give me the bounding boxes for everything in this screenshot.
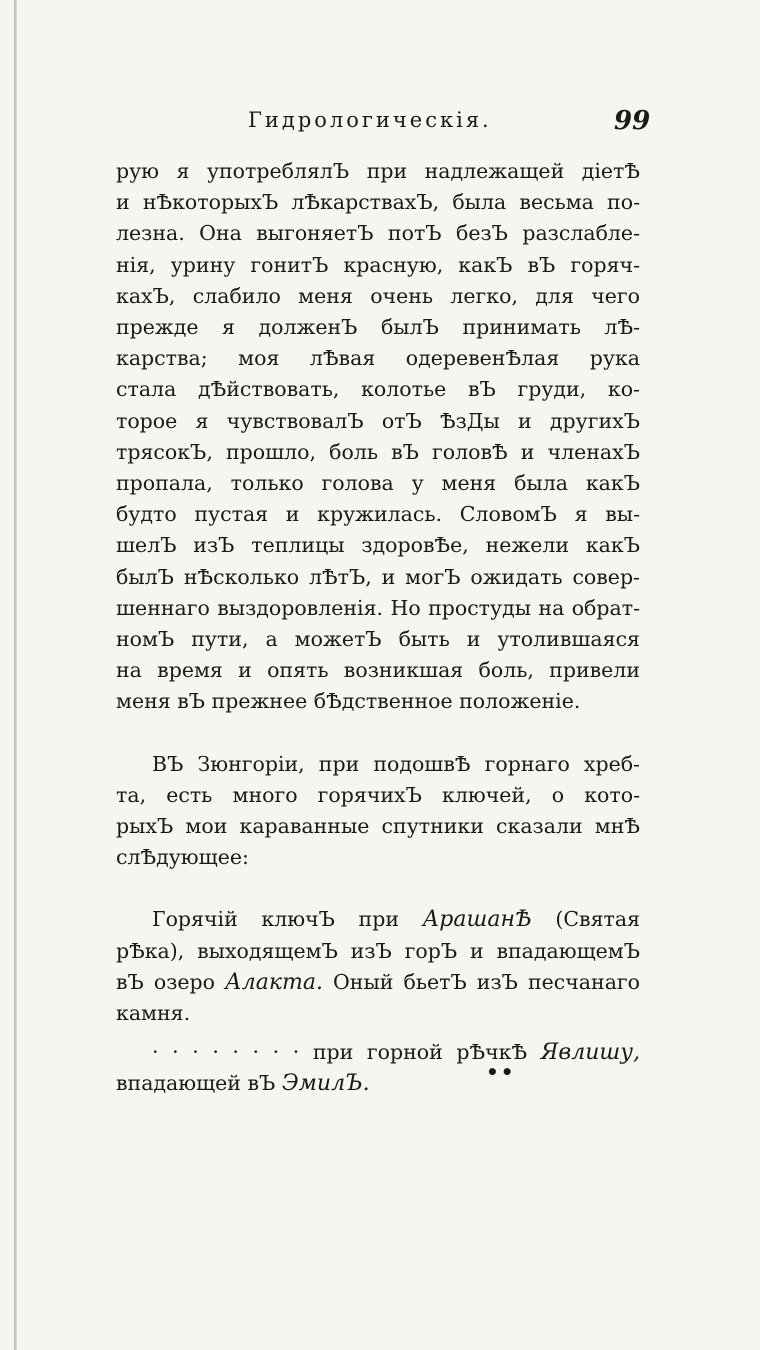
text-line: шеннаго выздоровленія. Но простуды на обрат- <box>116 595 640 620</box>
text-line: рую я употреблялЪ при надлежащей діетѢ <box>116 159 640 183</box>
text-line: Горячій ключЪ при АрашанѢ (Святая <box>152 907 641 933</box>
place-name: ЭмилЪ. <box>281 1071 370 1097</box>
text-line: торое я чувствовалЪ отЪ ѢзДы и другихЪ <box>116 408 640 433</box>
page-number: 99 <box>614 106 651 136</box>
text-line: лезна. Она выгоняетЪ потЪ безЪ разслабле- <box>116 221 640 246</box>
text-line: вЪ озеро Алакта. Оный бьетЪ изЪ песчанаго <box>116 969 640 995</box>
catchword-mark: •• <box>486 1060 516 1084</box>
text-line: будто пустая и кружилась. СловомЪ я вы- <box>116 502 640 527</box>
text-line: на время и опять возникшая боль, привели <box>116 658 640 683</box>
text-line: и нѢкоторыхЪ лѢкарствахЪ, была весьма по- <box>116 190 640 215</box>
text-line: шелЪ изЪ теплицы здоровѢе, нежели какЪ <box>116 533 640 558</box>
text-line: трясокЪ, прошло, боль вЪ головѢ и членахЪ <box>116 439 640 464</box>
page-body <box>116 156 640 1100</box>
paragraph-3 <box>116 904 640 1029</box>
running-head: Гидрологическія. <box>248 108 492 132</box>
paragraph-1 <box>116 156 640 718</box>
text-line: номЪ пути, а можетЪ быть и утолившаяся <box>116 627 640 652</box>
text-line: рыхЪ мои караванные спутники сказали мнѢ <box>116 814 640 839</box>
text-line: камня. <box>116 1001 191 1026</box>
text-line: стала дѢйствовать, колотье вЪ груди, ко- <box>116 377 640 402</box>
page-header <box>0 106 760 140</box>
text-line: пропала, только голова у меня была какЪ <box>116 471 640 496</box>
page-spine-edge <box>14 0 17 1350</box>
paragraph-4 <box>116 1037 640 1099</box>
text-line: ВЪ Зюнгоріи, при подошвѢ горнаго хреб- <box>152 751 640 776</box>
place-name: Алакта. <box>225 969 323 995</box>
text-line: нія, урину гонитЪ красную, какЪ вЪ горяч- <box>116 252 640 277</box>
text-line: кахЪ, слабило меня очень легко, для чего <box>116 283 640 308</box>
text-line: прежде я долженЪ былЪ принимать лѢ- <box>116 315 640 340</box>
paragraph-2 <box>116 749 640 874</box>
place-name: АрашанѢ <box>422 907 532 933</box>
place-name: Явлишу, <box>540 1040 640 1066</box>
text-line: · · · · · · · · при горной рѢчкѢ Явлишу, <box>152 1040 640 1066</box>
text-line: впадающей вЪ ЭмилЪ. <box>116 1071 370 1097</box>
text-line: рѢка), выходящемЪ изЪ горЪ и впадающемЪ <box>116 938 640 963</box>
text-line: карства; моя лѢвая одеревенѢлая рука <box>116 346 640 371</box>
text-line: былЪ нѢсколько лѢтЪ, и могЪ ожидать совер- <box>116 564 640 589</box>
text-line: слѢдующее: <box>116 845 249 870</box>
text-line: та, есть много горячихЪ ключей, о кото- <box>116 782 640 807</box>
text-line: меня вЪ прежнее бѢдственное положеніе. <box>116 689 581 714</box>
